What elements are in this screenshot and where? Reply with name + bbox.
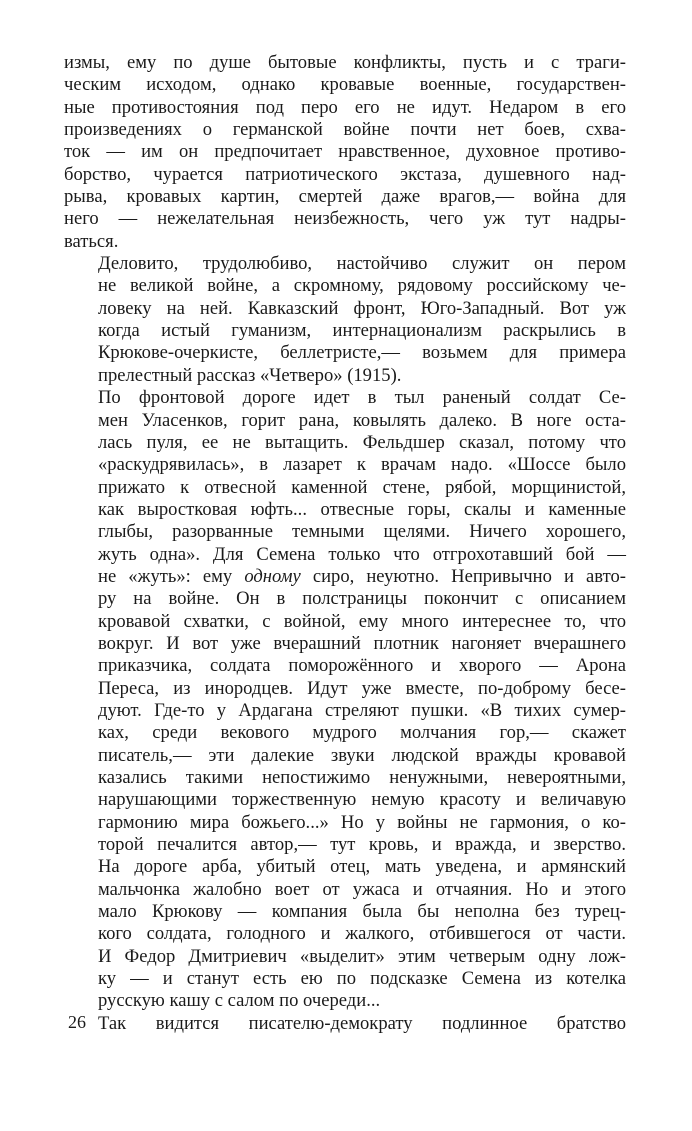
text-line: ваться.	[64, 230, 119, 252]
text-line: казались такими непостижимо ненужными, невероятными,	[98, 767, 626, 788]
paragraph	[64, 253, 626, 387]
text-line: не великой войне, а скромному, рядовому российскому че-	[98, 275, 626, 297]
text-line: ческим исходом, однако кровавые военные, государствен-	[64, 74, 626, 96]
text-line: кого солдата, голодного и жалкого, отбившегося от части.	[98, 923, 626, 945]
page-number: 26	[68, 1012, 86, 1032]
text-line: не «жуть»: ему одному сиро, неуютно. Непривычно и авто-	[98, 565, 626, 587]
text-line: произведениях о германской войне почти нет боев, схва-	[64, 119, 626, 141]
text-line: На дороге арба, убитый отец, мать уведена, и армянский	[98, 856, 626, 878]
text-line: ру на войне. Он в полстраницы покончит с описанием	[98, 588, 626, 610]
text-line: измы, ему по душе бытовые конфликты, пусть и с траги-	[64, 52, 626, 73]
book-page-text	[64, 52, 626, 1035]
text-line: как выростковая юфть... отвесные горы, скалы и каменные	[98, 498, 626, 520]
text-line: прижато к отвесной каменной стене, рябой, морщинистой,	[98, 476, 626, 498]
text-line: кровавой схватки, с войной, ему много интереснее то, что	[98, 610, 626, 632]
text-line: борство, чурается патриотического экстаза, душевного над-	[64, 163, 626, 185]
text-line: глыбы, разорванные темными щелями. Ничего хорошего,	[98, 521, 626, 543]
text-line: него — нежелательная неизбежность, чего уж тут надры-	[64, 208, 626, 230]
text-line: торой печалится автор,— тут кровь, и вражда, и зверство.	[98, 834, 626, 856]
text-line: дуют. Где-то у Ардагана стреляют пушки. «В тихих сумер-	[98, 699, 626, 721]
text-line: нарушающими торжественную немую красоту и величавую	[98, 789, 626, 811]
text-line: когда истый гуманизм, интернационализм раскрылись в	[98, 320, 626, 342]
text-line: ток — им он предпочитает нравственное, духовное противо-	[64, 141, 626, 163]
text-line: По фронтовой дороге идет в тыл раненый солдат Се-	[98, 387, 626, 409]
emphasis: одному	[244, 565, 301, 587]
text-line: писатель,— эти далекие звуки людской вражды кровавой	[98, 744, 626, 766]
paragraph	[64, 387, 626, 1013]
text-line: «раскудрявилась», в лазарет к врачам надо. «Шоссе было	[98, 454, 626, 476]
text-line: вокруг. И вот уже вчерашний плотник нагоняет вчерашнего	[98, 632, 626, 654]
text-line: Так видится писателю-демократу подлинное братство	[98, 1012, 626, 1034]
text-line: ку — и станут есть ею по подсказке Семена из котелка	[98, 968, 626, 990]
text-line: прелестный рассказ «Четверо» (1915).	[98, 364, 402, 386]
text-line: русскую кашу с салом по очереди...	[98, 990, 381, 1012]
text-line: ные противостояния под перо его не идут. Недаром в его	[64, 96, 626, 118]
text-line: Крюкове-очеркисте, беллетристе,— возьмем для примера	[98, 342, 626, 364]
text-line: ках, среди векового мудрого молчания гор,— скажет	[98, 722, 626, 744]
text-line: мало Крюкову — компания была бы неполна без турец-	[98, 901, 626, 923]
text-line: мальчонка жалобно воет от ужаса и отчаяния. Но и этого	[98, 878, 626, 900]
text-line: Переса, из инородцев. Идут уже вместе, по-доброму бесе-	[98, 677, 626, 699]
text-line: приказчика, солдата поморожённого и хворого — Арона	[98, 655, 626, 677]
text-line: гармонию мира божьего...» Но у войны не гармония, о ко-	[98, 811, 626, 833]
text-line: рыва, кровавых картин, смертей даже врагов,— война для	[64, 186, 626, 208]
text-line: лась пуля, ее не вытащить. Фельдшер сказал, потому что	[98, 431, 626, 453]
text-line: И Федор Дмитриевич «выделит» этим четверым одну лож-	[98, 945, 626, 967]
paragraph	[64, 52, 626, 253]
text-line: ловеку на ней. Кавказский фронт, Юго-Западный. Вот уж	[98, 297, 626, 319]
text-line: жуть одна». Для Семена только что отгрохотавший бой —	[98, 543, 626, 565]
text-line: мен Уласенков, горит рана, ковылять далеко. В ноге оста-	[98, 409, 626, 431]
text-line: Деловито, трудолюбиво, настойчиво служит он пером	[98, 253, 626, 275]
paragraph	[64, 1013, 626, 1035]
